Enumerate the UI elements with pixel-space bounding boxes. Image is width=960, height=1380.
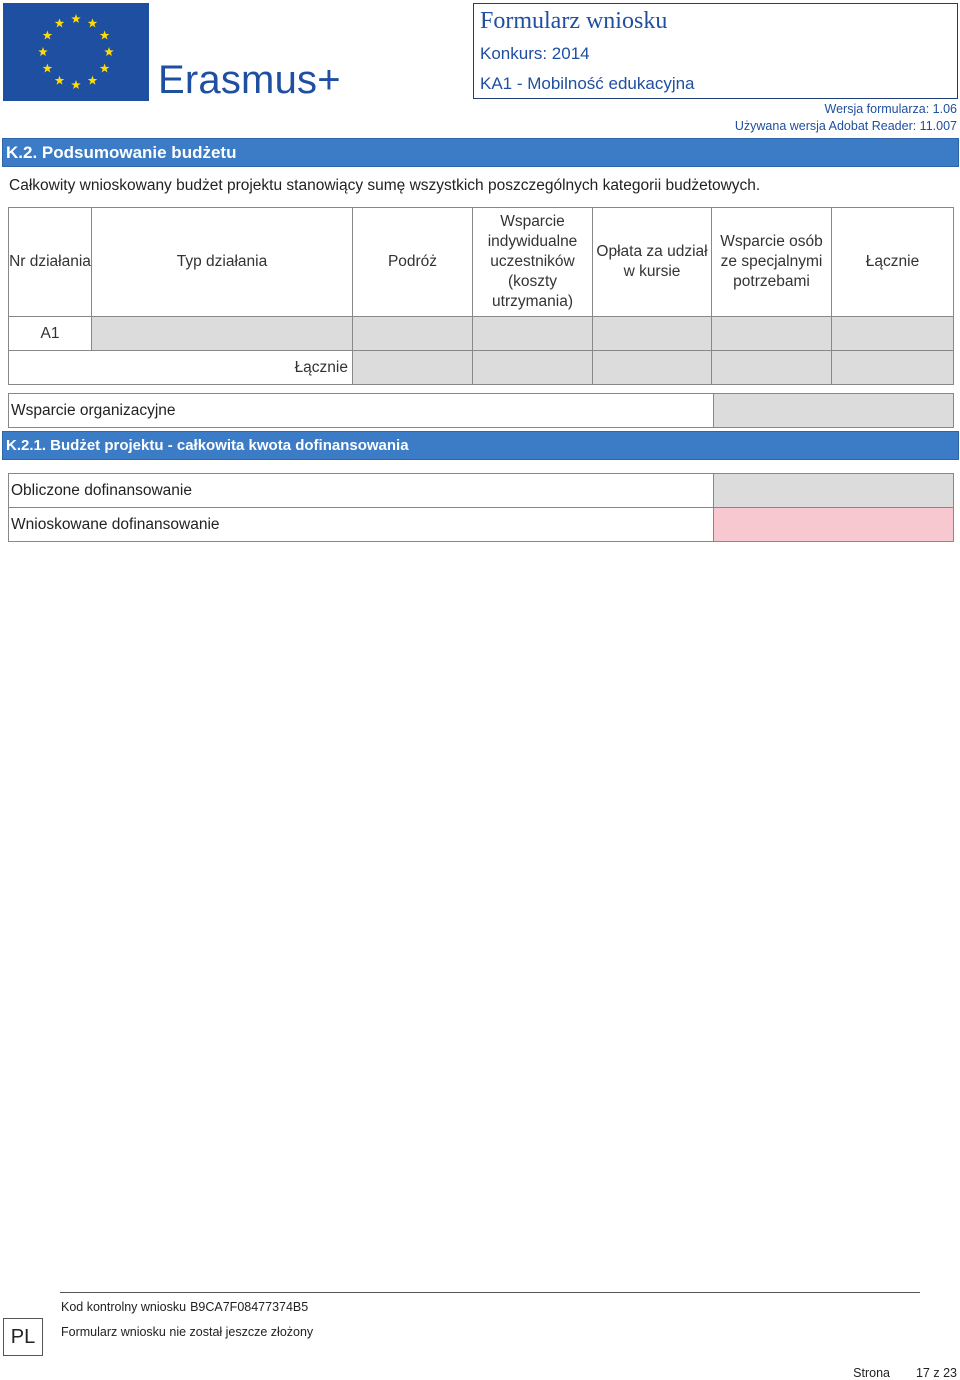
erasmus-plus-logo: Erasmus+ xyxy=(158,58,341,102)
total-oplata-field[interactable] xyxy=(593,351,712,385)
total-label: Łącznie xyxy=(9,351,353,385)
org-support-label: Wsparcie organizacyjne xyxy=(9,394,714,428)
section-heading-k21: K.2.1. Budżet projektu - całkowita kwota dofinansowania xyxy=(2,431,959,460)
header-wsparcie-spec: Wsparcie osób ze specjalnymi potrzebami xyxy=(712,208,832,317)
org-support-row xyxy=(9,394,954,428)
calculated-funding-label: Obliczone dofinansowanie xyxy=(9,474,714,508)
total-wsparcie-spec-field[interactable] xyxy=(712,351,832,385)
header-nr: Nr działania xyxy=(9,208,92,317)
org-support-field[interactable] xyxy=(714,394,954,428)
control-code-value: B9CA7F08477374B5 xyxy=(190,1300,309,1314)
submission-status: Formularz wniosku nie został jeszcze złożony xyxy=(61,1325,314,1339)
action-label: KA1 - Mobilność edukacyjna xyxy=(480,74,695,93)
page-number: 17 z 23 xyxy=(915,1366,957,1380)
cell-podroz-field[interactable] xyxy=(353,317,473,351)
total-lacznie-field[interactable] xyxy=(832,351,954,385)
org-support-table xyxy=(8,393,954,428)
funding-table xyxy=(8,473,954,542)
section-heading-k2: K.2. Podsumowanie budżetu xyxy=(2,138,959,167)
eu-stars-icon xyxy=(3,3,149,101)
form-title: Formularz wniosku xyxy=(480,8,668,34)
language-badge: PL xyxy=(3,1318,43,1356)
cell-wsparcie-spec-field[interactable] xyxy=(712,317,832,351)
cell-nr: A1 xyxy=(9,317,92,351)
header-podroz: Podróż xyxy=(353,208,473,317)
table-row xyxy=(9,317,954,351)
requested-funding-field[interactable] xyxy=(714,508,954,542)
cell-oplata-field[interactable] xyxy=(593,317,712,351)
requested-funding-row xyxy=(9,508,954,542)
contest-label: Konkurs: 2014 xyxy=(480,44,590,63)
header-oplata: Opłata za udział w kursie xyxy=(593,208,712,317)
table-total-row xyxy=(9,351,954,385)
form-title-box xyxy=(473,3,958,99)
table-header-row xyxy=(9,208,954,317)
header-wsparcie-ind: Wsparcie indywidualne uczestników (koszty utrzymania) xyxy=(473,208,593,317)
total-wsparcie-ind-field[interactable] xyxy=(473,351,593,385)
form-version: Wersja formularza: 1.06 xyxy=(824,102,957,116)
page-indicator xyxy=(853,1366,957,1380)
total-podroz-field[interactable] xyxy=(353,351,473,385)
eu-flag-logo xyxy=(3,3,149,101)
calculated-funding-row xyxy=(9,474,954,508)
requested-funding-label: Wnioskowane dofinansowanie xyxy=(9,508,714,542)
cell-wsparcie-ind-field[interactable] xyxy=(473,317,593,351)
control-code xyxy=(61,1300,308,1314)
cell-typ-field[interactable] xyxy=(92,317,353,351)
page-label: Strona xyxy=(853,1366,890,1380)
control-code-label: Kod kontrolny wniosku xyxy=(61,1300,187,1314)
budget-summary-table xyxy=(8,207,954,385)
header-typ: Typ działania xyxy=(92,208,353,317)
reader-version: Używana wersja Adobat Reader: 11.007 xyxy=(734,119,957,133)
section-intro: Całkowity wnioskowany budżet projektu stanowiący sumę wszystkich poszczególnych kategorii budżetowych. xyxy=(9,177,761,194)
version-info xyxy=(735,101,957,135)
cell-lacznie-field[interactable] xyxy=(832,317,954,351)
header-lacznie: Łącznie xyxy=(832,208,954,317)
calculated-funding-field[interactable] xyxy=(714,474,954,508)
footer-divider xyxy=(60,1292,920,1293)
